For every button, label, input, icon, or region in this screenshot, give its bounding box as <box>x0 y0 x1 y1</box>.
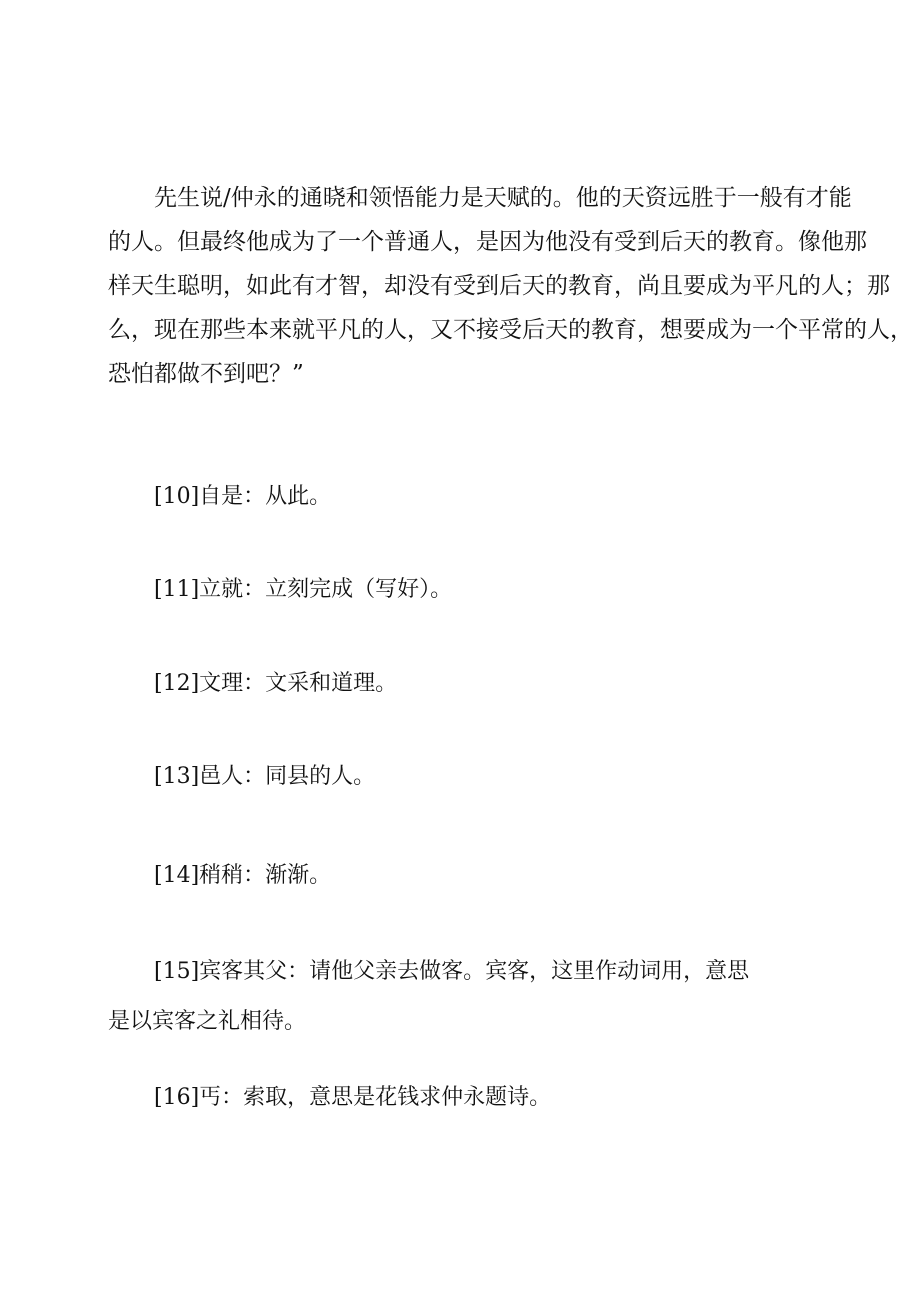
footnote-text: [16]丐：索取，意思是花钱求仲永题诗。 <box>154 1085 552 1110</box>
paragraph-line: 么，现在那些本来就平凡的人，又不接受后天的教育，想要成为一个平常的人， <box>108 317 913 343</box>
footnote-13 <box>108 755 824 799</box>
footnote-text-continued: 是以宾客之礼相待。 <box>108 1009 307 1034</box>
footnote-text: [12]文理：文采和道理。 <box>154 671 398 696</box>
footnote-text: [11]立就：立刻完成（写好）。 <box>154 577 453 602</box>
footnote-16 <box>108 1076 824 1120</box>
footnote-text: [10]自是：从此。 <box>154 484 332 509</box>
footnote-text: [15]宾客其父：请他父亲去做客。宾客，这里作动词用，意思 <box>154 959 750 984</box>
translation-paragraph <box>108 176 913 396</box>
footnote-text: [14]稍稍：渐渐。 <box>154 863 332 888</box>
paragraph-line: 先生说/仲永的通晓和领悟能力是天赋的。他的天资远胜于一般有才能 <box>154 185 852 211</box>
paragraph-line: 样天生聪明，如此有才智，却没有受到后天的教育，尚且要成为平凡的人；那 <box>108 273 890 299</box>
footnote-15 <box>108 950 824 1042</box>
paragraph-line: 恐怕都做不到吧？” <box>108 361 304 387</box>
footnote-text: [13]邑人：同县的人。 <box>154 764 376 789</box>
footnote-10 <box>108 475 824 519</box>
footnote-11 <box>108 568 824 612</box>
footnote-12 <box>108 662 824 706</box>
footnote-14 <box>108 854 824 898</box>
paragraph-line: 的人。但最终他成为了一个普通人，是因为他没有受到后天的教育。像他那 <box>108 229 867 255</box>
